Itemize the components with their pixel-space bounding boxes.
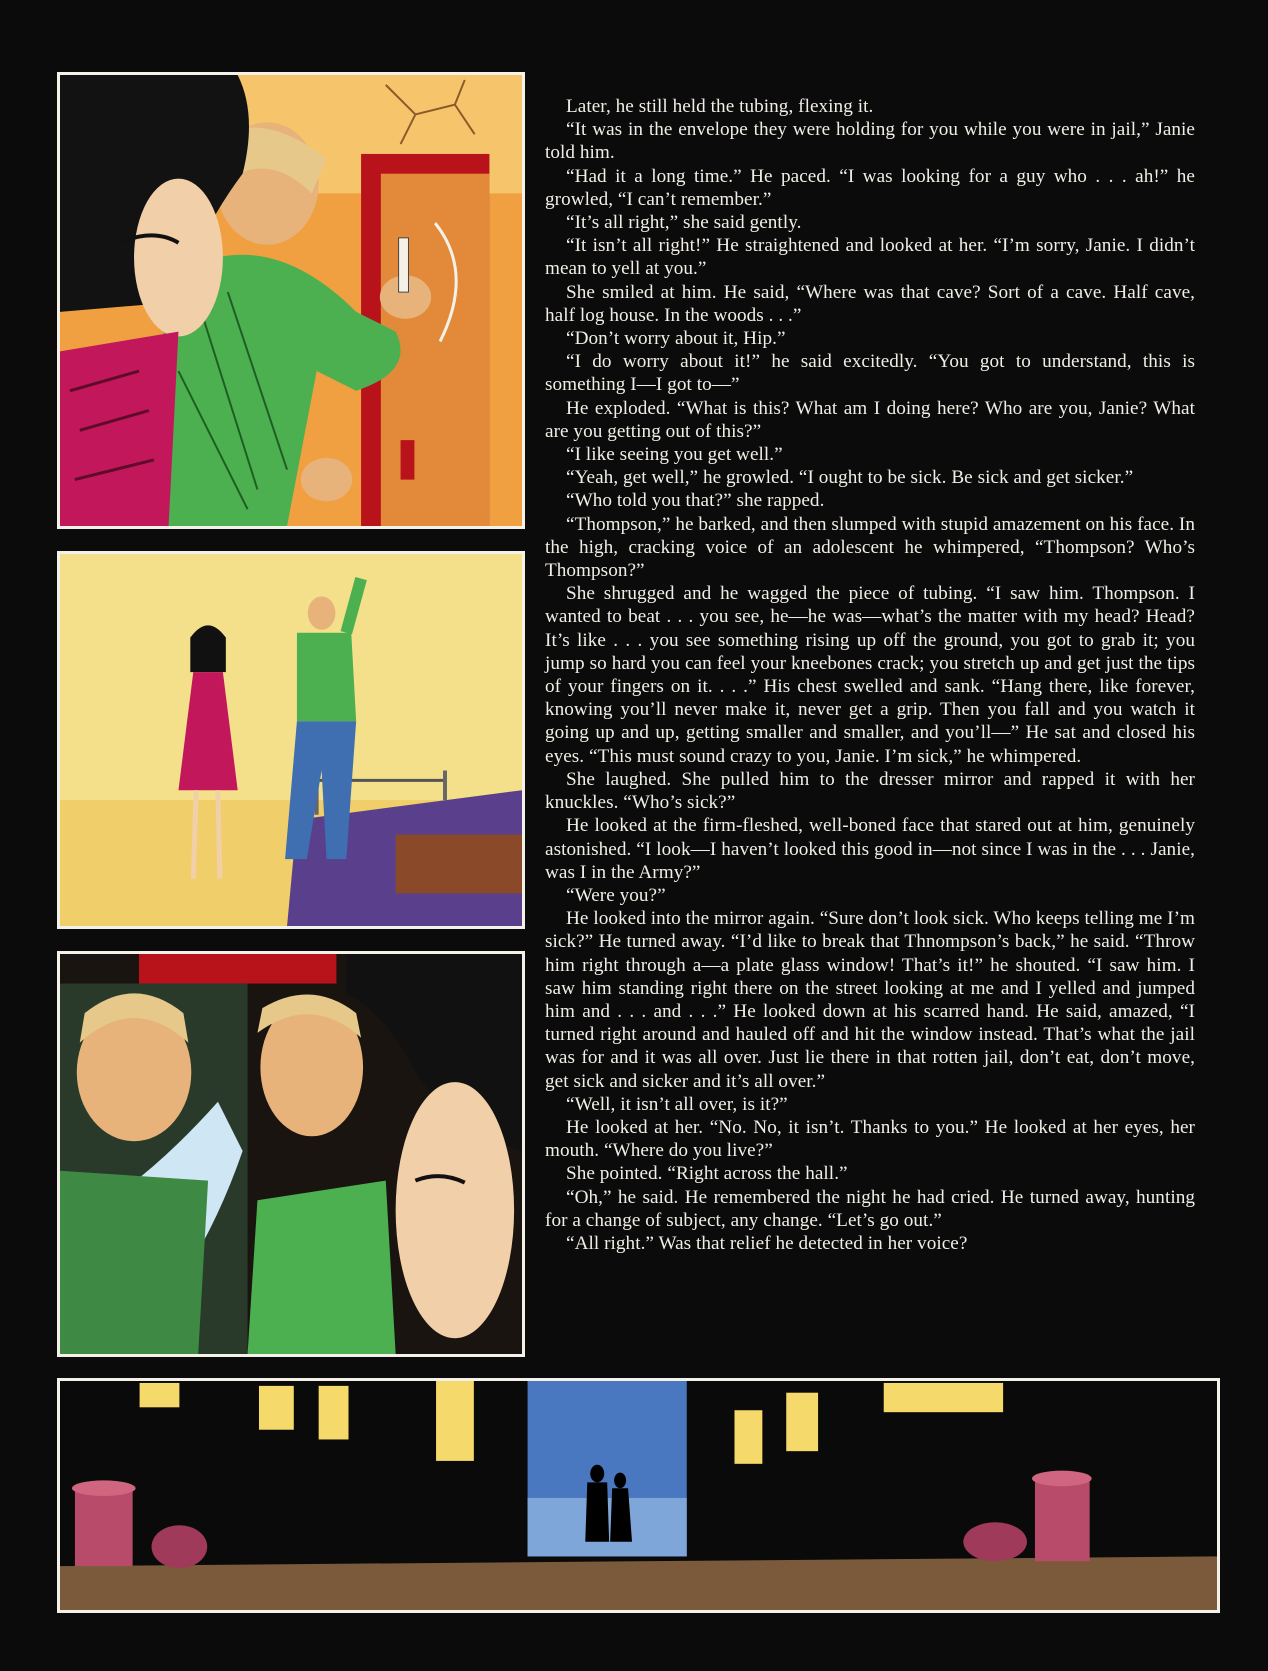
story-paragraph: He exploded. “What is this? What am I doing here? Who are you, Janie? What are you getting out of this?” <box>545 397 1195 442</box>
couple-walking-night-alley-illustration <box>60 1381 1217 1610</box>
story-paragraph: “Who told you that?” she rapped. <box>566 490 825 512</box>
story-paragraph: He looked at her. “No. No, it isn’t. Thanks to you.” He looked at her eyes, her mouth. “Where do you live?” <box>545 1116 1195 1162</box>
story-paragraph: “Oh,” he said. He remembered the night he had cried. He turned away, hunting for a change of subject, any change. “Let’s go out.” <box>545 1186 1195 1231</box>
comic-panel-3 <box>57 951 525 1357</box>
janie-and-hip-with-tubing-illustration <box>60 75 522 526</box>
story-paragraph: “I do worry about it!” he said excitedly. “You got to understand, this is something I—I got to—” <box>545 351 1195 396</box>
hip-at-mirror-with-janie-illustration <box>60 954 522 1354</box>
story-paragraph: “Yeah, get well,” he growled. “I ought to be sick. Be sick and get sicker.” <box>566 467 1134 489</box>
story-paragraph: “Don’t worry about it, Hip.” <box>566 328 786 350</box>
story-paragraph: “I like seeing you get well.” <box>566 444 783 466</box>
story-paragraph: Later, he still held the tubing, flexing it. <box>566 96 874 117</box>
story-paragraph: “Thompson,” he barked, and then slumped with stupid amazement on his face. In the high, cracking voice of an adolescent he whimpered, “Thompson? Who’s Thompson?” <box>545 513 1195 582</box>
story-paragraph: “It’s all right,” she said gently. <box>566 212 802 234</box>
story-paragraph: She laughed. She pulled him to the dresser mirror and rapped it with her knuckles. “Who’s sick?” <box>545 768 1195 814</box>
story-paragraph: “Were you?” <box>566 884 666 906</box>
story-paragraph: “All right.” Was that relief he detected in her voice? <box>566 1232 968 1254</box>
story-paragraph: “Well, it isn’t all over, is it?” <box>566 1093 788 1115</box>
story-paragraph: He looked into the mirror again. “Sure don’t look sick. Who keeps telling me I’m sick?” He turned away. “I’d like to break that Thnompson’s back,” he said. “Throw him right through a—a plate glass window! That’s it!” he shouted. “I saw him. I saw him standing right there on the street looking at me and I yelled and jumped him and . . . and . . .” He looked down at his scarred hand. He said, amazed, “I turned right around and hauled off and hit the window instead. That’s what the jail was for and it was all over. Just lie there in that rotten jail, don’t eat, don’t move, get sick and sicker and it’s all over.” <box>545 908 1195 1092</box>
story-paragraph: “Had it a long time.” He paced. “I was looking for a guy who . . . ah!” he growled, “I can’t remember.” <box>545 165 1195 210</box>
story-text <box>545 95 1195 1255</box>
story-paragraph: “It was in the envelope they were holding for you while you were in jail,” Janie told him. <box>545 119 1195 164</box>
story-paragraph: She shrugged and he wagged the piece of tubing. “I saw him. Thompson. I wanted to beat . . . you see, he—he was—what’s the matter with my head? Head? It’s like . . . you see something rising up off the ground, you got to grab it; you jump so hard you can feel your kneebones crack; you stretch up and get just the tips of your fingers on it. . . .” His chest swelled and sank. “Hang there, like forever, knowing you’ll never make it, never get a grip. Then you fall and you watch it going up and up, getting smaller and smaller, and you’ll—” He sat and closed his eyes. “This must sound crazy to you, Janie. I’m sick,” he whimpered. <box>545 583 1195 767</box>
story-paragraph: She smiled at him. He said, “Where was that cave? Sort of a cave. Half cave, half log house. In the woods . . .” <box>545 281 1195 326</box>
comic-panel-4 <box>57 1378 1220 1613</box>
hip-reaching-up-janie-watching-illustration <box>60 554 522 926</box>
comic-panel-1 <box>57 72 525 529</box>
comic-panel-2 <box>57 551 525 929</box>
story-paragraph: He looked at the firm-fleshed, well-boned face that stared out at him, genuinely astonished. “I look—I haven’t looked this good in—not since I was in the . . . Janie, was I in the Army?” <box>545 815 1195 883</box>
story-paragraph: She pointed. “Right across the hall.” <box>566 1163 848 1185</box>
story-paragraph: “It isn’t all right!” He straightened and looked at her. “I’m sorry, Janie. I didn’t mean to yell at you.” <box>545 235 1195 280</box>
